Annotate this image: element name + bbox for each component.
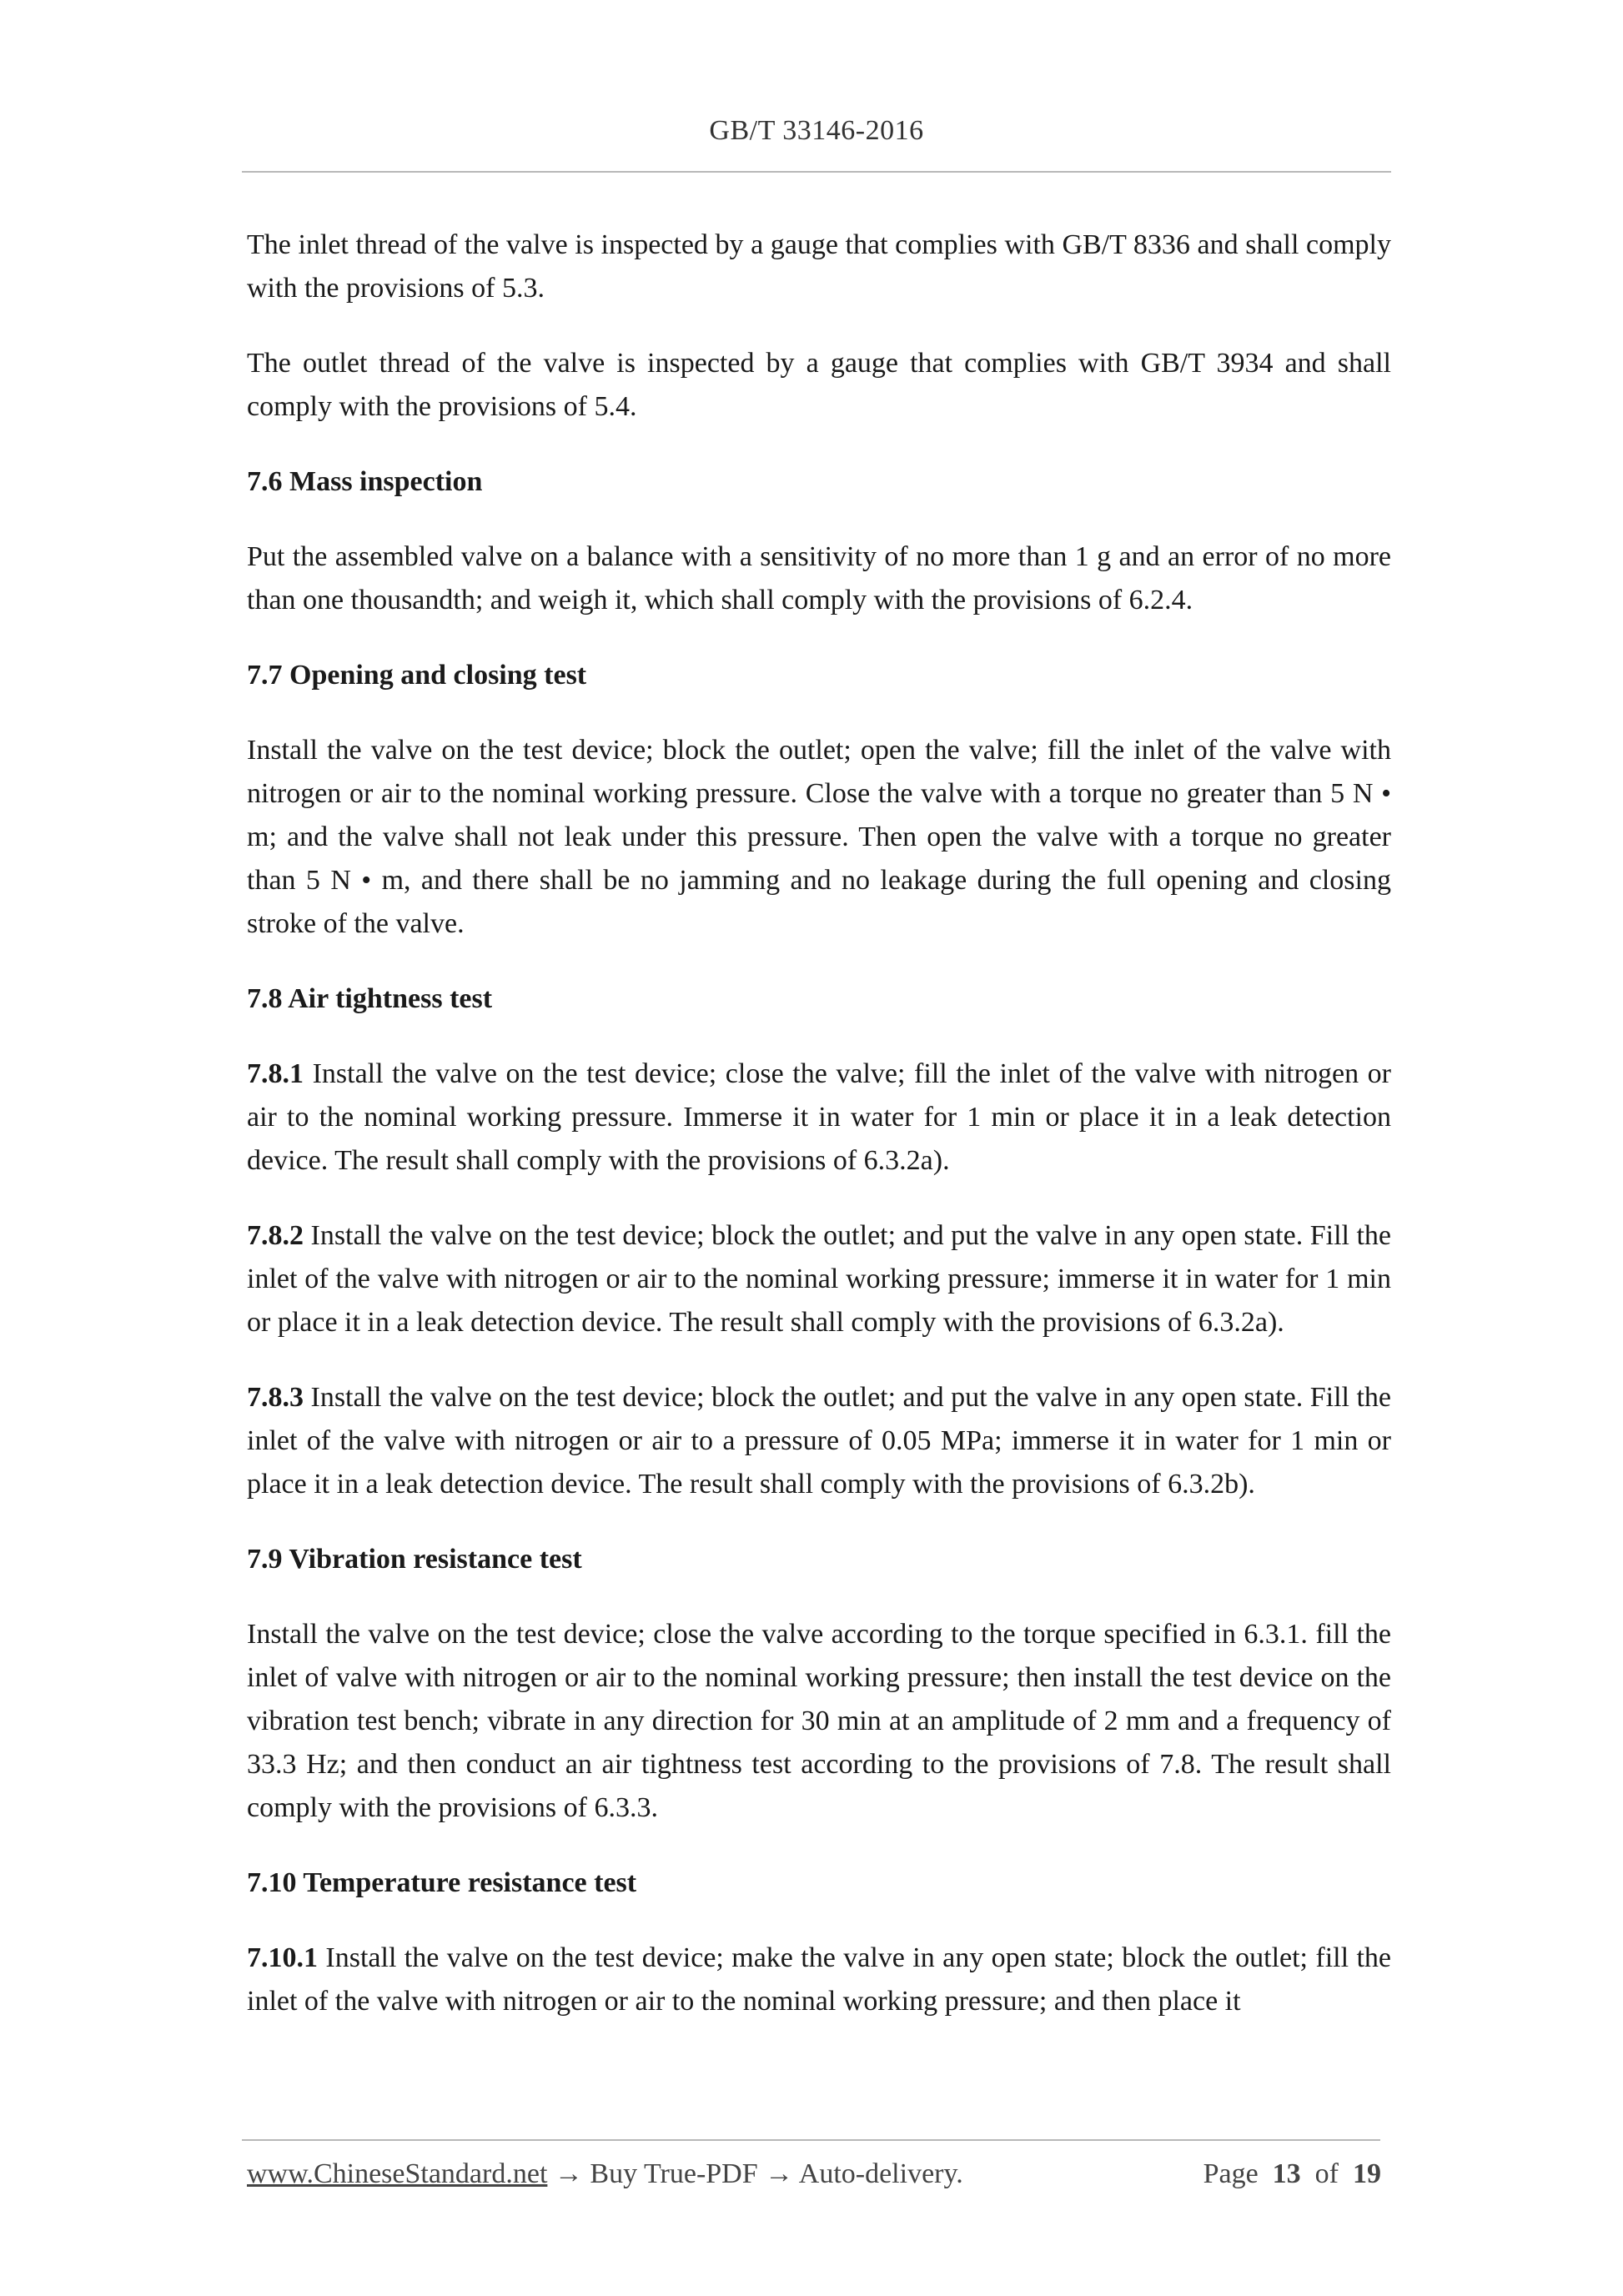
clause-7-8-3 [247, 1376, 1391, 1506]
document-body [247, 224, 1391, 2055]
header-divider [242, 171, 1391, 173]
section-heading-7-9: 7.9 Vibration resistance test [247, 1544, 582, 1575]
page-label: Page [1203, 2158, 1259, 2189]
arrow-right-icon: → [554, 2158, 583, 2189]
auto-delivery-text: Auto-delivery. [798, 2158, 963, 2189]
section-heading-7-6: 7.6 Mass inspection [247, 466, 483, 497]
paragraph-vibration-test: Install the valve on the test device; close the valve according to the torque specified in 6.3.1. fill the inlet of valve with nitrogen or air to the nominal working pressure; then install the test device on the vibration test bench; vibrate in any direction for 30 min at an amplitude of 2 mm and a frequency of 33.3 Hz; and then conduct an air tightness test according to the provisions of 7.8. The result shall comply with the provisions of 6.3.3. [247, 1619, 1391, 1823]
clause-text: Install the valve on the test device; block the outlet; and put the valve in any open state. Fill the inlet of the valve with nitrogen or air to a pressure of 0.05 MPa; immerse it in water for 1 min or place it in a leak detection device. The result shall comply with the provisions of 6.3.2b). [247, 1382, 1391, 1500]
clause-number: 7.8.3 [247, 1382, 304, 1413]
paragraph-opening-closing: Install the valve on the test device; block the outlet; open the valve; fill the inlet of the valve with nitrogen or air to the nominal working pressure. Close the valve with a torque no greater than 5 N • m; and the valve shall not leak under this pressure. Then open the valve with a torque no greater than 5 N • m, and there shall be no jamming and no leakage during the full opening and closing stroke of the valve. [247, 735, 1391, 939]
clause-text: Install the valve on the test device; make the valve in any open state; block the outlet; fill the inlet of the valve with nitrogen or air to the nominal working pressure; and then place it [247, 1942, 1391, 2017]
current-page-number: 13 [1272, 2158, 1301, 2189]
total-pages-number: 19 [1353, 2158, 1381, 2189]
page-indicator [1203, 2158, 1381, 2190]
section-heading-7-10: 7.10 Temperature resistance test [247, 1867, 637, 1898]
footer-promo [247, 2158, 963, 2190]
clause-7-8-1 [247, 1053, 1391, 1183]
page-footer [247, 2158, 1381, 2208]
clause-text: Install the valve on the test device; close the valve; fill the inlet of the valve with nitrogen or air to the nominal working pressure. Immerse it in water for 1 min or place it in a leak detection device. The result shall comply with the provisions of 6.3.2a). [247, 1058, 1391, 1176]
clause-number: 7.8.1 [247, 1058, 304, 1089]
clause-7-8-2 [247, 1214, 1391, 1344]
clause-number: 7.10.1 [247, 1942, 318, 1973]
buy-true-pdf-text: Buy True-PDF [590, 2158, 758, 2189]
paragraph-inlet-thread: The inlet thread of the valve is inspected by a gauge that complies with GB/T 8336 and shall comply with the provisions of 5.3. [247, 229, 1391, 304]
clause-text: Install the valve on the test device; block the outlet; and put the valve in any open state. Fill the inlet of the valve with nitrogen or air to the nominal working pressure; immerse it in water for 1 min or place it in a leak detection device. The result shall comply with the provisions of 6.3.2a). [247, 1220, 1391, 1338]
paragraph-mass-inspection: Put the assembled valve on a balance with a sensitivity of no more than 1 g and an error of no more than one thousandth; and weigh it, which shall comply with the provisions of 6.2.4. [247, 541, 1391, 615]
clause-7-10-1 [247, 1937, 1391, 2023]
page-header-title: GB/T 33146-2016 [709, 115, 924, 146]
paragraph-outlet-thread: The outlet thread of the valve is inspected by a gauge that complies with GB/T 3934 and shall comply with the provisions of 5.4. [247, 348, 1391, 422]
clause-number: 7.8.2 [247, 1220, 304, 1251]
section-heading-7-7: 7.7 Opening and closing test [247, 660, 587, 691]
of-label: of [1314, 2158, 1339, 2189]
footer-divider [242, 2139, 1380, 2141]
section-heading-7-8: 7.8 Air tightness test [247, 983, 493, 1014]
arrow-right-icon: → [765, 2158, 794, 2189]
website-link[interactable]: www.ChineseStandard.net [247, 2158, 548, 2189]
